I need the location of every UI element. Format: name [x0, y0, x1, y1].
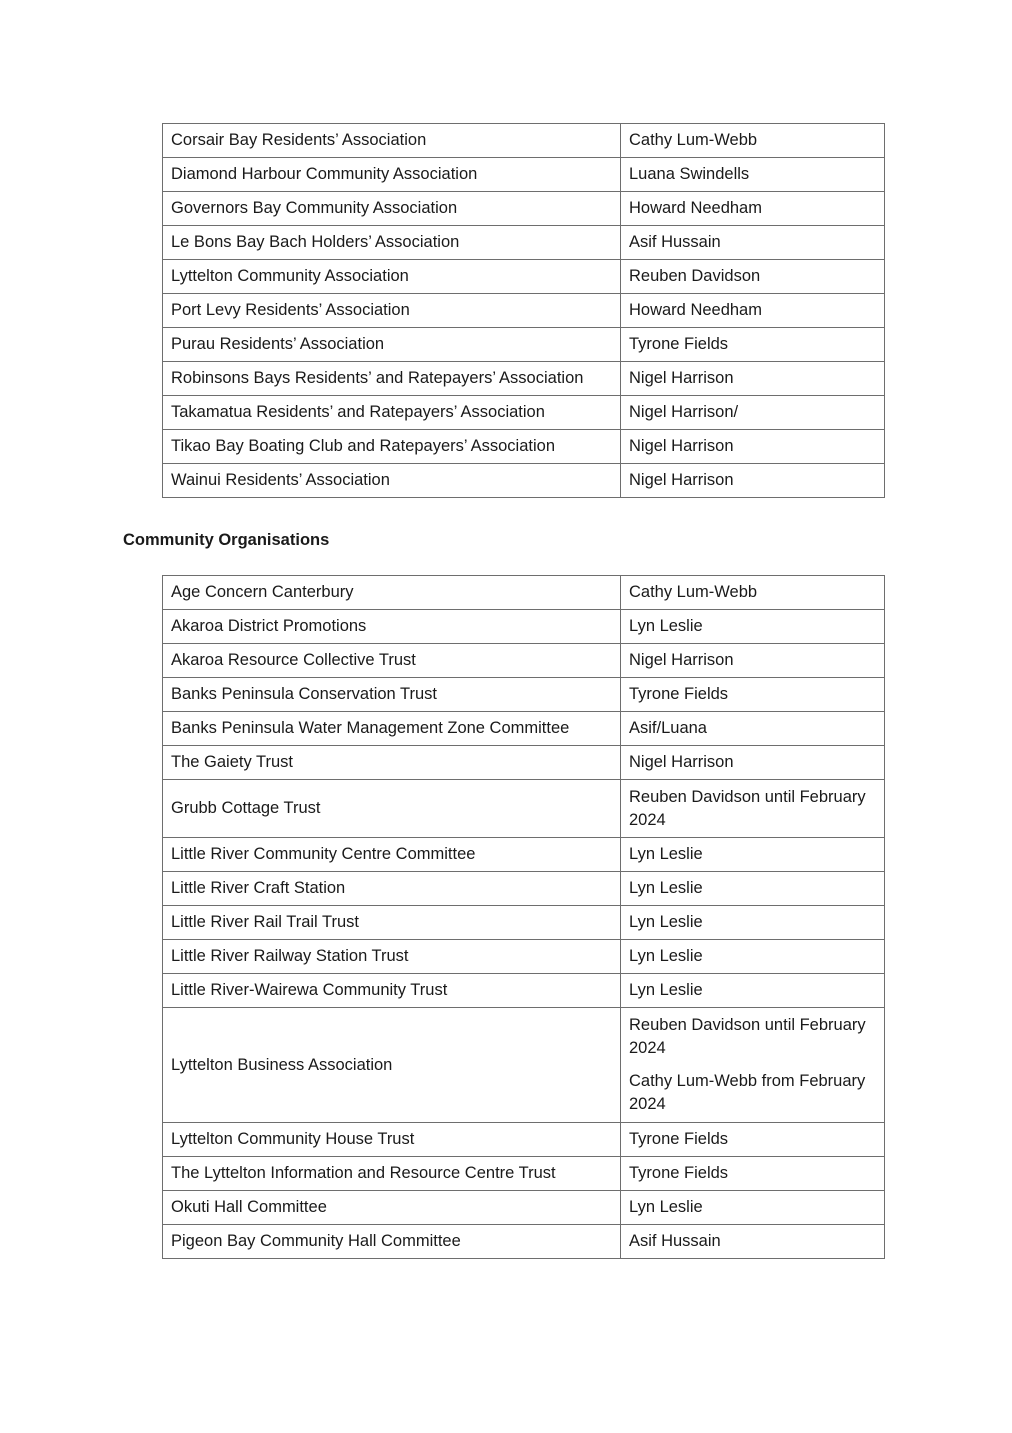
organisation-name: Akaroa Resource Collective Trust	[163, 644, 621, 678]
member-name: Tyrone Fields	[621, 328, 885, 362]
table-row	[163, 396, 885, 430]
organisation-name: Okuti Hall Committee	[163, 1191, 621, 1225]
table-row	[163, 780, 885, 838]
member-name: Nigel Harrison/	[621, 396, 885, 430]
organisation-name: Takamatua Residents’ and Ratepayers’ Association	[163, 396, 621, 430]
table-row	[163, 974, 885, 1008]
member-name: Cathy Lum-Webb	[621, 576, 885, 610]
table-row	[163, 328, 885, 362]
table-row	[163, 192, 885, 226]
table-row	[163, 576, 885, 610]
organisation-name: Corsair Bay Residents’ Association	[163, 124, 621, 158]
table-row	[163, 362, 885, 396]
table-row	[163, 260, 885, 294]
organisation-name: Lyttelton Community House Trust	[163, 1123, 621, 1157]
organisation-name: Governors Bay Community Association	[163, 192, 621, 226]
organisation-name: Little River Craft Station	[163, 872, 621, 906]
organisation-name: Lyttelton Business Association	[163, 1008, 621, 1123]
section-heading-community-organisations: Community Organisations	[123, 531, 330, 549]
residents-associations-table	[162, 123, 885, 498]
organisation-name: Diamond Harbour Community Association	[163, 158, 621, 192]
organisation-name: Robinsons Bays Residents’ and Ratepayers’ Association	[163, 362, 621, 396]
table-row	[163, 872, 885, 906]
organisation-name: Le Bons Bay Bach Holders’ Association	[163, 226, 621, 260]
member-name: Lyn Leslie	[621, 1191, 885, 1225]
table-row	[163, 1123, 885, 1157]
organisation-name: The Gaiety Trust	[163, 746, 621, 780]
member-name: Luana Swindells	[621, 158, 885, 192]
member-name: Lyn Leslie	[621, 838, 885, 872]
member-name: Nigel Harrison	[621, 430, 885, 464]
member-name: Reuben Davidson until February 2024	[629, 1016, 866, 1057]
member-name: Reuben Davidson until February 2024	[621, 780, 885, 838]
organisation-name: Port Levy Residents’ Association	[163, 294, 621, 328]
member-name: Cathy Lum-Webb	[621, 124, 885, 158]
organisation-name: Akaroa District Promotions	[163, 610, 621, 644]
member-name: Nigel Harrison	[621, 362, 885, 396]
member-name: Nigel Harrison	[621, 464, 885, 498]
member-name: Asif Hussain	[621, 226, 885, 260]
table-row	[163, 124, 885, 158]
table-row	[163, 464, 885, 498]
member-name: Howard Needham	[621, 192, 885, 226]
table-row	[163, 294, 885, 328]
organisation-name: Banks Peninsula Conservation Trust	[163, 678, 621, 712]
organisation-name: Purau Residents’ Association	[163, 328, 621, 362]
member-name: Tyrone Fields	[621, 1157, 885, 1191]
member-name: Asif/Luana	[621, 712, 885, 746]
member-name: Reuben Davidson	[621, 260, 885, 294]
member-name: Lyn Leslie	[621, 940, 885, 974]
member-name: Nigel Harrison	[621, 644, 885, 678]
organisation-name: Tikao Bay Boating Club and Ratepayers’ Association	[163, 430, 621, 464]
organisation-name: Wainui Residents’ Association	[163, 464, 621, 498]
organisation-name: Little River Community Centre Committee	[163, 838, 621, 872]
organisation-name: Banks Peninsula Water Management Zone Committee	[163, 712, 621, 746]
member-name: Tyrone Fields	[621, 1123, 885, 1157]
table-row	[163, 746, 885, 780]
table-row	[163, 678, 885, 712]
organisation-name: Lyttelton Community Association	[163, 260, 621, 294]
table-row	[163, 644, 885, 678]
table-row	[163, 906, 885, 940]
member-cell	[621, 1008, 885, 1123]
organisation-name: Little River Rail Trail Trust	[163, 906, 621, 940]
organisation-name: Grubb Cottage Trust	[163, 780, 621, 838]
table-row	[163, 712, 885, 746]
table-row	[163, 610, 885, 644]
member-name: Howard Needham	[621, 294, 885, 328]
table-row	[163, 1225, 885, 1259]
table-row	[163, 838, 885, 872]
member-name: Asif Hussain	[621, 1225, 885, 1259]
table-row	[163, 1008, 885, 1123]
organisation-name: The Lyttelton Information and Resource Centre Trust	[163, 1157, 621, 1191]
table-row	[163, 940, 885, 974]
table-row	[163, 158, 885, 192]
table-row	[163, 1191, 885, 1225]
member-name: Lyn Leslie	[621, 906, 885, 940]
organisation-name: Little River-Wairewa Community Trust	[163, 974, 621, 1008]
member-name: Lyn Leslie	[621, 974, 885, 1008]
member-name: Lyn Leslie	[621, 872, 885, 906]
table-row	[163, 226, 885, 260]
organisation-name: Pigeon Bay Community Hall Committee	[163, 1225, 621, 1259]
organisation-name: Age Concern Canterbury	[163, 576, 621, 610]
organisation-name: Little River Railway Station Trust	[163, 940, 621, 974]
member-name: Tyrone Fields	[621, 678, 885, 712]
community-organisations-table	[162, 575, 885, 1259]
member-name: Nigel Harrison	[621, 746, 885, 780]
table-row	[163, 430, 885, 464]
member-name: Cathy Lum-Webb from February 2024	[629, 1072, 866, 1113]
table-row	[163, 1157, 885, 1191]
member-name: Lyn Leslie	[621, 610, 885, 644]
